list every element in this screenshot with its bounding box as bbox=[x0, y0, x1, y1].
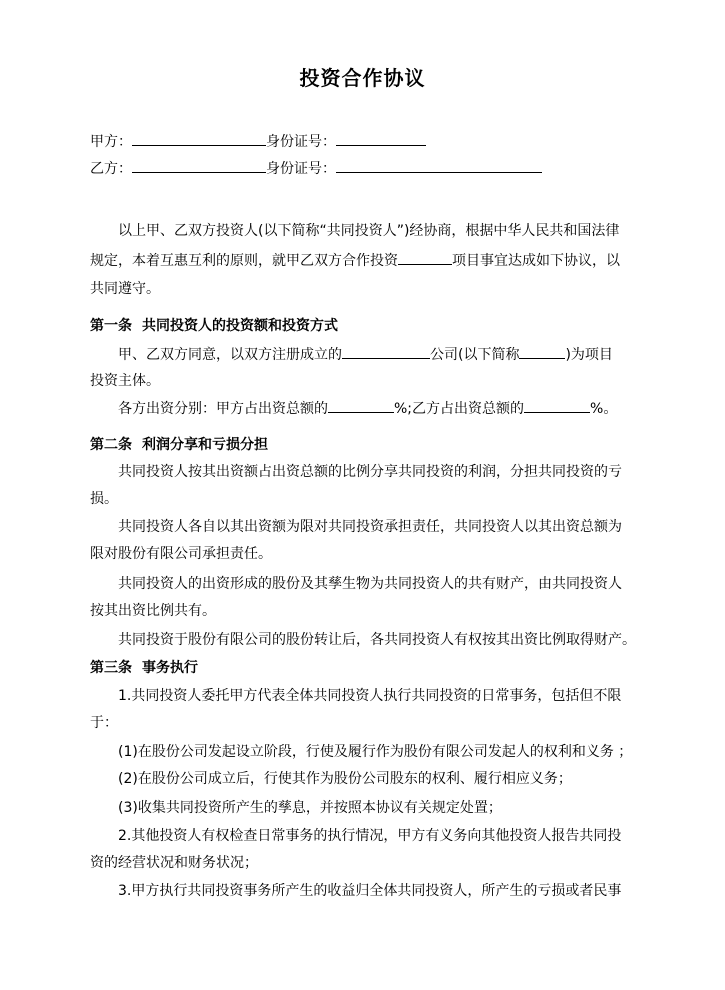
article-3-line: 于： bbox=[90, 715, 118, 731]
article-3-title: 事务执行 bbox=[142, 660, 198, 676]
party-b-label: 乙方： bbox=[90, 161, 132, 177]
party-a-share-blank[interactable] bbox=[328, 398, 394, 413]
intro-line-2-tail: 项目事宜达成如下协议，以 bbox=[452, 253, 620, 269]
party-b-id-blank[interactable] bbox=[336, 157, 542, 173]
article-1-heading bbox=[90, 316, 338, 336]
party-b-share-blank[interactable] bbox=[524, 398, 590, 413]
article-3-line: 3.甲方执行共同投资事务所产生的收益归全体共同投资人，所产生的亏损或者民事 bbox=[118, 883, 622, 899]
party-b-name-blank[interactable] bbox=[132, 157, 266, 173]
article-3-line: 1.共同投资人委托甲方代表全体共同投资人执行共同投资的日常事务，包括但不限 bbox=[118, 688, 622, 704]
article-2-line: 限对股份有限公司承担责任。 bbox=[90, 546, 272, 562]
article-1-para-1-cont: 投资主体。 bbox=[90, 373, 160, 389]
article-3-line: (1)在股份公司发起设立阶段，行使及履行作为股份有限公司发起人的权利和义务 ； bbox=[118, 744, 633, 760]
article-1-text: 甲、乙双方同意，以双方注册成立的 bbox=[118, 347, 342, 363]
party-a-id-blank[interactable] bbox=[336, 130, 426, 146]
article-1-text: 公司(以下简称 bbox=[430, 347, 520, 363]
article-3-line: (2)在股份公司成立后，行使其作为股份公司股东的权利、履行相应义务； bbox=[118, 771, 572, 787]
article-1-text: 各方出资分别：甲方占出资总额的 bbox=[118, 401, 328, 417]
article-3-number: 第三条 bbox=[90, 660, 132, 676]
article-1-text: %。 bbox=[590, 401, 618, 417]
article-1-text: %;乙方占出资总额的 bbox=[394, 401, 525, 417]
article-1-number: 第一条 bbox=[90, 318, 132, 334]
company-abbrev-blank[interactable] bbox=[519, 344, 565, 359]
article-1-para-2 bbox=[118, 398, 617, 418]
document-title: 投资合作协议 bbox=[299, 66, 426, 90]
article-2-number: 第二条 bbox=[90, 437, 132, 453]
party-b-id-label: 身份证号： bbox=[266, 161, 336, 177]
article-3-line: (3)收集共同投资所产生的孳息，并按照本协议有关规定处置； bbox=[118, 800, 502, 816]
party-a-row bbox=[90, 130, 426, 150]
article-2-line: 按其出资比例共有。 bbox=[90, 603, 216, 619]
article-2-line: 共同投资人按其出资额占出资总额的比例分享共同投资的利润，分担共同投资的亏 bbox=[118, 464, 622, 480]
party-a-name-blank[interactable] bbox=[132, 130, 266, 146]
article-1-text: )为项目 bbox=[565, 347, 613, 363]
article-2-line: 共同投资人各自以其出资额为限对共同投资承担责任，共同投资人以其出资总额为 bbox=[118, 519, 622, 535]
article-3-line: 2.其他投资人有权检查日常事务的执行情况，甲方有义务向其他投资人报告共同投 bbox=[118, 828, 622, 844]
article-3-line: 资的经营状况和财务状况； bbox=[90, 855, 258, 871]
intro-line-2 bbox=[90, 250, 620, 270]
article-1-para-1 bbox=[118, 344, 613, 364]
article-2-heading bbox=[90, 435, 268, 455]
intro-line-3: 共同遵守。 bbox=[90, 281, 160, 297]
article-1-title: 共同投资人的投资额和投资方式 bbox=[142, 318, 338, 334]
party-a-label: 甲方： bbox=[90, 134, 132, 150]
party-b-row bbox=[90, 157, 542, 177]
article-2-line: 共同投资于股份有限公司的股份转让后，各共同投资人有权按其出资比例取得财产。 bbox=[118, 632, 636, 648]
party-a-id-label: 身份证号： bbox=[266, 134, 336, 150]
intro-line-1: 以上甲、乙双方投资人(以下简称“共同投资人”)经协商，根据中华人民共和国法律 bbox=[118, 223, 620, 239]
article-2-line: 共同投资人的出资形成的股份及其孳生物为共同投资人的共有财产，由共同投资人 bbox=[118, 576, 622, 592]
article-2-line: 损。 bbox=[90, 491, 118, 507]
project-name-blank[interactable] bbox=[398, 250, 452, 265]
company-name-blank[interactable] bbox=[342, 344, 430, 359]
article-2-title: 利润分享和亏损分担 bbox=[142, 437, 268, 453]
intro-line-2-text: 规定，本着互惠互利的原则，就甲乙双方合作投资 bbox=[90, 253, 398, 269]
article-3-heading bbox=[90, 658, 198, 678]
